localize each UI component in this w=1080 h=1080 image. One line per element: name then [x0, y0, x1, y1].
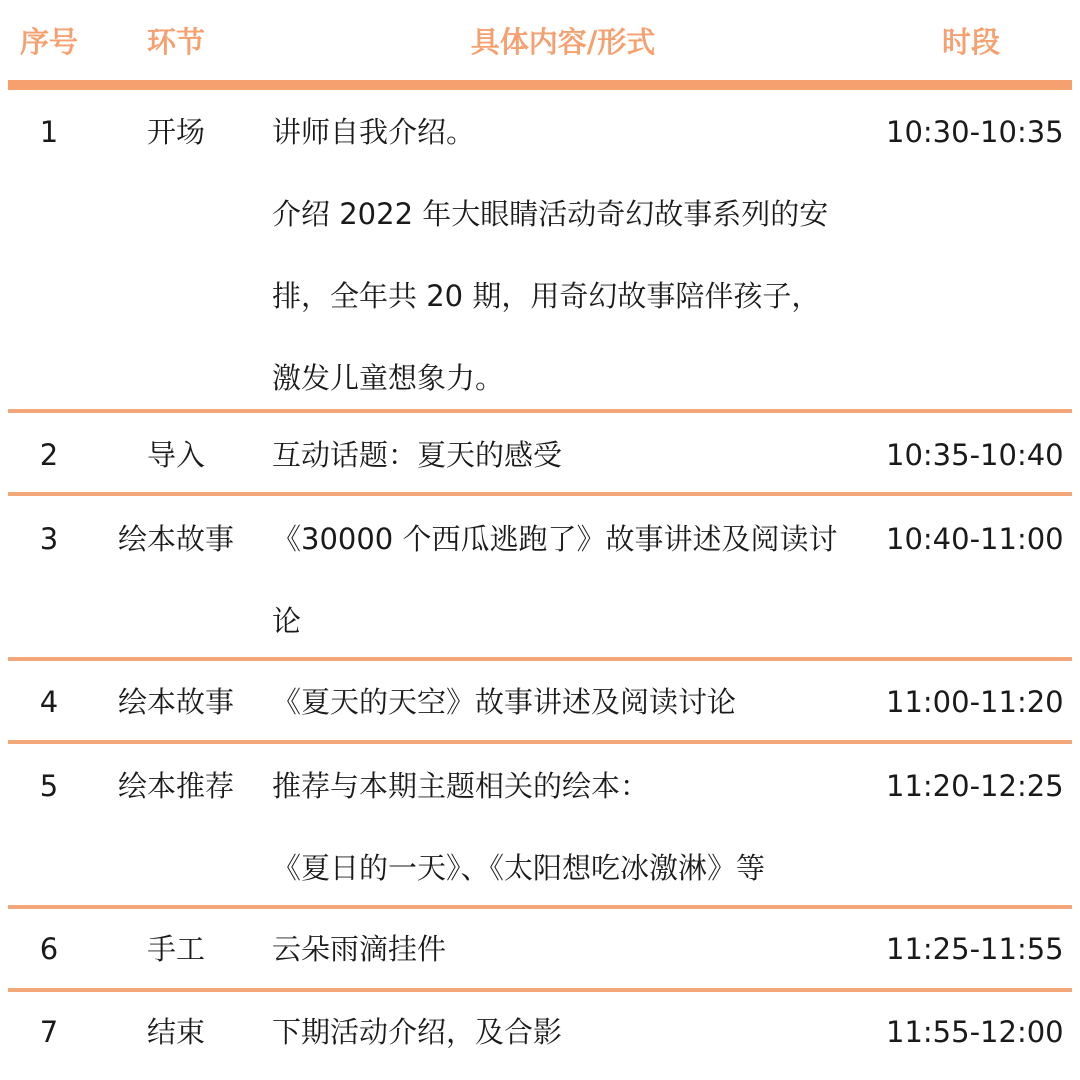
row-number: 5 [39, 769, 59, 803]
row-time: 11:20-12:25 [886, 769, 1064, 803]
content-line: 介绍 2022 年大眼睛活动奇幻故事系列的安 [272, 197, 829, 231]
row-content [272, 519, 837, 641]
row-content [272, 766, 765, 888]
content-line: 云朵雨滴挂件 [272, 932, 447, 966]
table-header [0, 0, 1080, 80]
row-number: 4 [39, 685, 59, 719]
row-content [272, 112, 828, 398]
row-stage: 开场 [146, 115, 206, 149]
row-time: 10:40-11:00 [886, 522, 1064, 556]
content-line: 论 [272, 604, 302, 638]
row-stage: 结束 [146, 1015, 206, 1049]
row-time: 10:35-10:40 [886, 438, 1064, 472]
row-stage: 手工 [146, 932, 206, 966]
row-number: 6 [39, 932, 59, 966]
content-line: 《夏天的天空》故事讲述及阅读讨论 [272, 685, 737, 719]
row-divider [8, 409, 1072, 413]
row-divider [8, 657, 1072, 661]
row-divider [8, 740, 1072, 744]
content-line: 互动话题：夏天的感受 [272, 438, 563, 472]
header-stage: 环节 [146, 25, 206, 59]
row-stage: 导入 [146, 438, 206, 472]
row-time: 11:55-12:00 [886, 1015, 1064, 1049]
row-time: 10:30-10:35 [886, 115, 1064, 149]
header-no: 序号 [19, 25, 79, 59]
content-line: 排，全年共 20 期，用奇幻故事陪伴孩子， [272, 279, 821, 313]
row-stage: 绘本推荐 [117, 769, 235, 803]
content-line: 《30000 个西瓜逃跑了》故事讲述及阅读讨 [272, 522, 838, 556]
content-line: 激发儿童想象力。 [272, 361, 505, 395]
content-line: 下期活动介绍，及合影 [272, 1015, 563, 1049]
row-number: 3 [39, 522, 59, 556]
row-divider [8, 492, 1072, 496]
row-time: 11:25-11:55 [886, 932, 1064, 966]
row-stage: 绘本故事 [117, 522, 235, 556]
row-content [272, 682, 736, 722]
row-number: 7 [39, 1015, 59, 1049]
row-stage: 绘本故事 [117, 685, 235, 719]
row-content [272, 435, 562, 475]
row-divider [8, 988, 1072, 992]
content-line: 讲师自我介绍。 [272, 115, 476, 149]
header-content: 具体内容/形式 [470, 25, 656, 59]
content-line: 《夏日的一天》、《太阳想吃冰激淋》等 [272, 851, 766, 885]
row-content [272, 1012, 562, 1052]
row-number: 1 [39, 115, 59, 149]
header-time: 时段 [941, 25, 1001, 59]
row-divider [8, 905, 1072, 909]
row-time: 11:00-11:20 [886, 685, 1064, 719]
row-number: 2 [39, 438, 59, 472]
content-line: 推荐与本期主题相关的绘本： [272, 769, 650, 803]
row-content [272, 929, 446, 969]
header-divider [8, 80, 1072, 90]
